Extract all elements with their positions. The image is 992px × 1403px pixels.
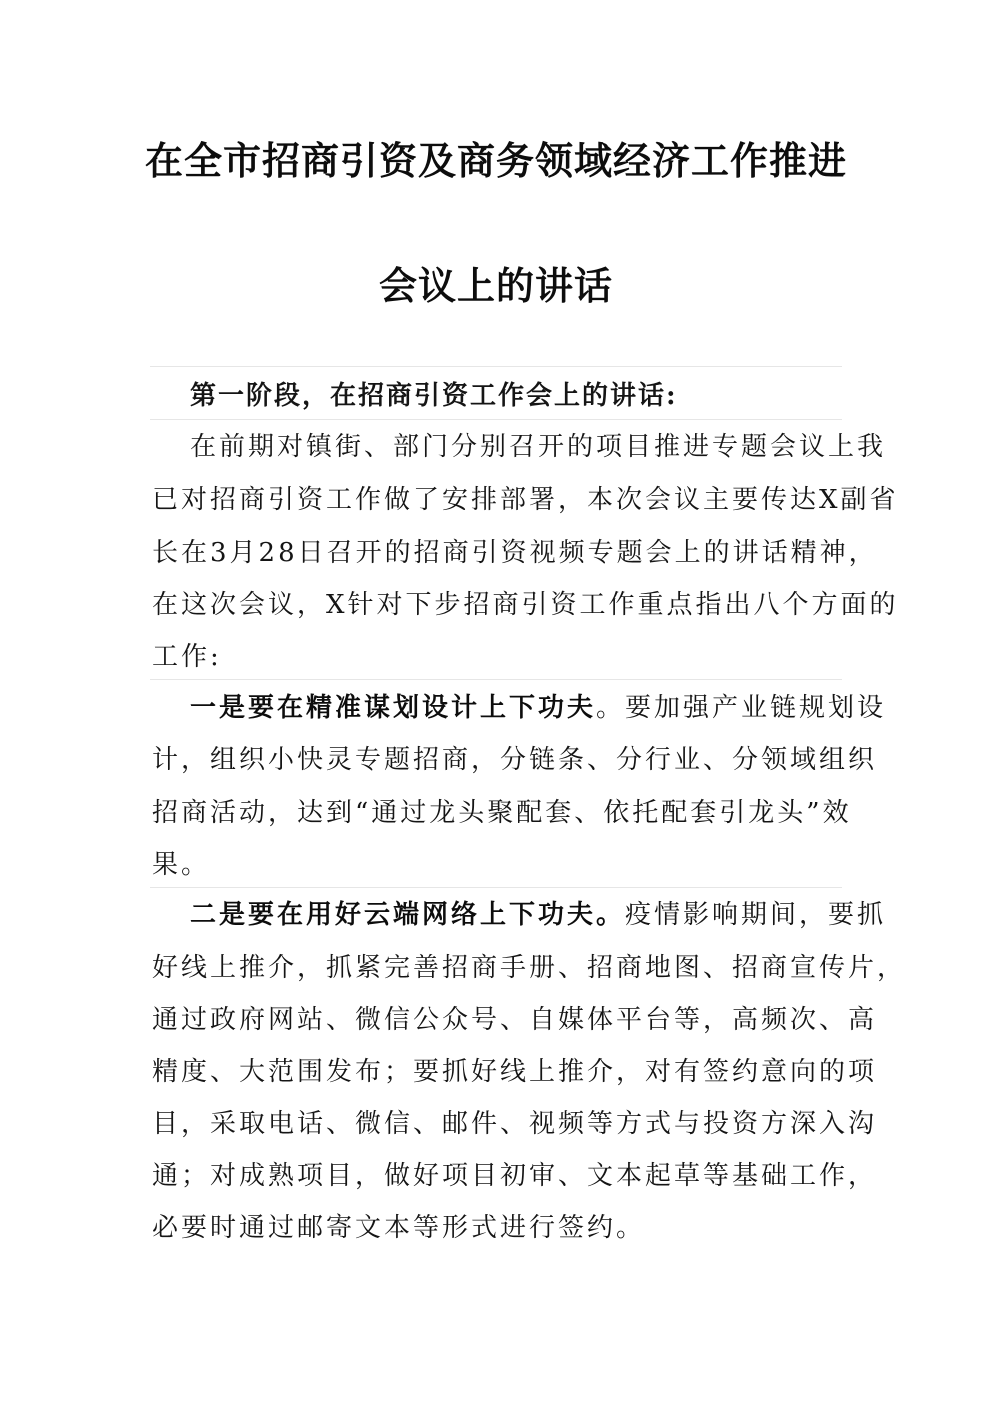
divider [150, 366, 842, 367]
paragraph-1-line: 工作: [152, 642, 222, 672]
paragraph-1-line: 长在3月28日召开的招商引资视频专题会上的讲话精神， [152, 538, 878, 568]
divider [150, 887, 842, 888]
paragraph-3-first-line [190, 897, 887, 933]
paragraph-2-line: 招商活动，达到“通过龙头聚配套、依托配套引龙头”效 [152, 798, 852, 828]
document-title-line-1: 在全市招商引资及商务领域经济工作推进 [144, 138, 847, 183]
paragraph-1-line: 已对招商引资工作做了安排部署，本次会议主要传达X副省 [152, 485, 899, 515]
paragraph-3-line: 通；对成熟项目，做好项目初审、文本起草等基础工作， [152, 1161, 878, 1191]
paragraph-2-lead: 一是要在精准谋划设计上下功夫 [190, 693, 597, 723]
paragraph-3-line: 好线上推介，抓紧完善招商手册、招商地图、招商宣传片， [152, 953, 907, 983]
paragraph-2-line: 果。 [152, 850, 211, 880]
divider [150, 679, 842, 680]
paragraph-3-line: 精度、大范围发布；要抓好线上推介，对有签约意向的项 [152, 1057, 878, 1087]
paragraph-3-lead: 二是要在用好云端网络上下功夫。 [190, 900, 626, 930]
paragraph-3-line: 目，采取电话、微信、邮件、视频等方式与投资方深入沟 [152, 1109, 878, 1139]
paragraph-2-lead-rest: 。要加强产业链规划设 [596, 693, 887, 723]
paragraph-1-line: 在这次会议，X针对下步招商引资工作重点指出八个方面的 [152, 590, 899, 620]
paragraph-3-lead-rest: 疫情影响期间，要抓 [625, 900, 887, 930]
paragraph-3-line: 通过政府网站、微信公众号、自媒体平台等，高频次、高 [152, 1005, 878, 1035]
divider [150, 419, 842, 420]
paragraph-1-line: 在前期对镇街、部门分别召开的项目推进专题会议上我 [190, 432, 887, 462]
document-title-line-2: 会议上的讲话 [378, 263, 613, 308]
paragraph-2-line: 计，组织小快灵专题招商，分链条、分行业、分领域组织 [152, 745, 878, 775]
section-heading: 第一阶段，在招商引资工作会上的讲话: [190, 381, 678, 411]
paragraph-3-line: 必要时通过邮寄文本等形式进行签约。 [152, 1213, 646, 1243]
paragraph-2-first-line [190, 690, 887, 726]
